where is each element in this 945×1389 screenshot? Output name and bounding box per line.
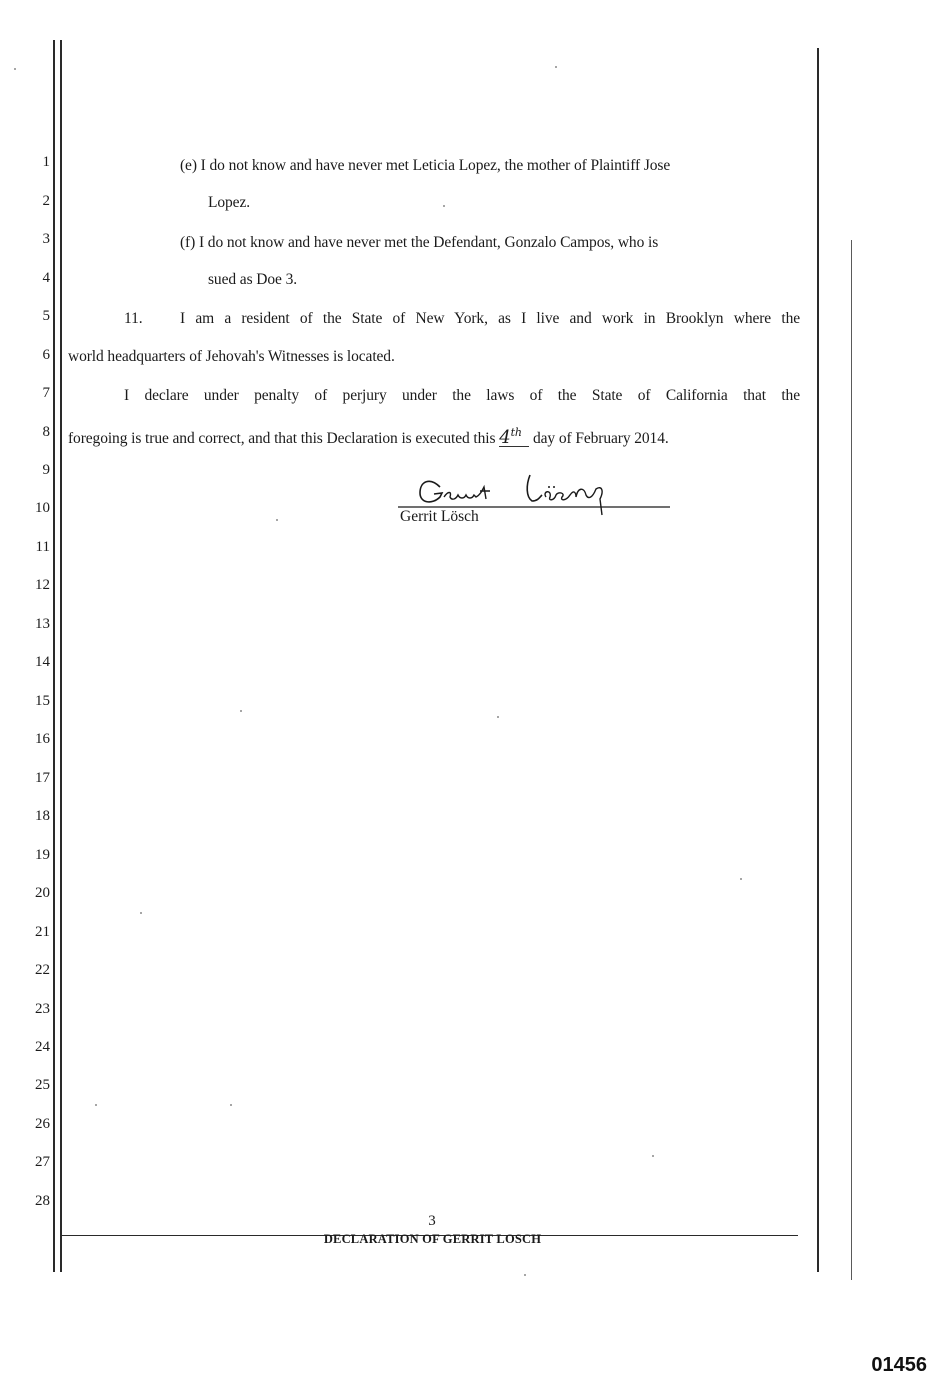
line-number: 7 xyxy=(42,385,50,401)
line-number: 2 xyxy=(42,193,50,209)
declaration-line-1: I declare under penalty of perjury under the laws of the State of California that the xyxy=(124,387,800,404)
scan-speck xyxy=(240,710,242,712)
item-e-line-2: Lopez. xyxy=(208,194,251,211)
handwritten-day-suffix: th xyxy=(510,426,522,439)
scan-speck xyxy=(555,66,557,68)
scan-speck xyxy=(524,1274,526,1276)
line-number: 3 xyxy=(42,231,50,247)
line-number: 13 xyxy=(35,616,50,632)
declaration-line-2-before: foregoing is true and correct, and that this Declaration is executed this xyxy=(68,430,496,447)
bates-number: 01456 xyxy=(871,1354,927,1376)
line-number: 14 xyxy=(35,654,50,670)
line-number: 10 xyxy=(35,500,50,516)
scan-speck xyxy=(230,1104,232,1106)
left-margin-rule-outer xyxy=(53,40,55,1272)
scan-speck xyxy=(95,1104,97,1106)
line-number: 11 xyxy=(35,539,50,555)
scan-edge-rule xyxy=(851,240,852,1280)
handwritten-day-number: 4 xyxy=(499,427,511,448)
line-number: 24 xyxy=(35,1039,50,1055)
page-number: 3 xyxy=(428,1213,436,1229)
paragraph-11-line-1: I am a resident of the State of New York, as I live and work in Brooklyn where the xyxy=(180,310,800,327)
paragraph-11-line-2: world headquarters of Jehovah's Witnesses is located. xyxy=(68,348,395,365)
right-margin-rule xyxy=(817,48,819,1272)
declaration-line-2-after: day of February 2014. xyxy=(532,430,669,447)
line-number: 21 xyxy=(35,924,50,940)
line-number: 23 xyxy=(35,1001,50,1017)
scan-speck xyxy=(740,878,742,880)
document-footer-title: DECLARATION OF GERRIT LOSCH xyxy=(323,1232,542,1246)
item-f-line-1: (f) I do not know and have never met the Defendant, Gonzalo Campos, who is xyxy=(180,234,659,251)
line-number: 22 xyxy=(35,962,50,978)
line-number: 4 xyxy=(42,270,50,286)
scan-speck xyxy=(497,716,499,718)
line-number: 28 xyxy=(35,1193,50,1209)
scan-speck xyxy=(443,205,445,207)
line-number: 25 xyxy=(35,1077,50,1093)
line-number: 27 xyxy=(35,1154,50,1170)
line-number: 9 xyxy=(42,462,50,478)
paragraph-11-number: 11. xyxy=(124,310,143,327)
line-number: 8 xyxy=(42,424,50,440)
item-f-line-2: sued as Doe 3. xyxy=(208,271,297,288)
line-number: 20 xyxy=(35,885,50,901)
line-number: 17 xyxy=(35,770,50,786)
line-number: 1 xyxy=(42,154,50,170)
line-number: 18 xyxy=(35,808,50,824)
item-e-line-1: (e) I do not know and have never met Leticia Lopez, the mother of Plaintiff Jose xyxy=(180,157,671,174)
handwritten-day xyxy=(499,425,529,447)
scan-speck xyxy=(140,912,142,914)
line-number: 26 xyxy=(35,1116,50,1132)
printed-signer-name: Gerrit Lösch xyxy=(400,508,479,525)
line-number: 5 xyxy=(42,308,50,324)
scan-speck xyxy=(652,1155,654,1157)
line-number: 6 xyxy=(42,347,50,363)
scan-speck xyxy=(14,68,16,70)
line-number: 15 xyxy=(35,693,50,709)
line-number: 12 xyxy=(35,577,50,593)
declaration-line-2 xyxy=(68,425,669,449)
line-number: 16 xyxy=(35,731,50,747)
scan-speck xyxy=(276,519,278,521)
left-margin-rule-inner xyxy=(60,40,62,1272)
line-number: 19 xyxy=(35,847,50,863)
